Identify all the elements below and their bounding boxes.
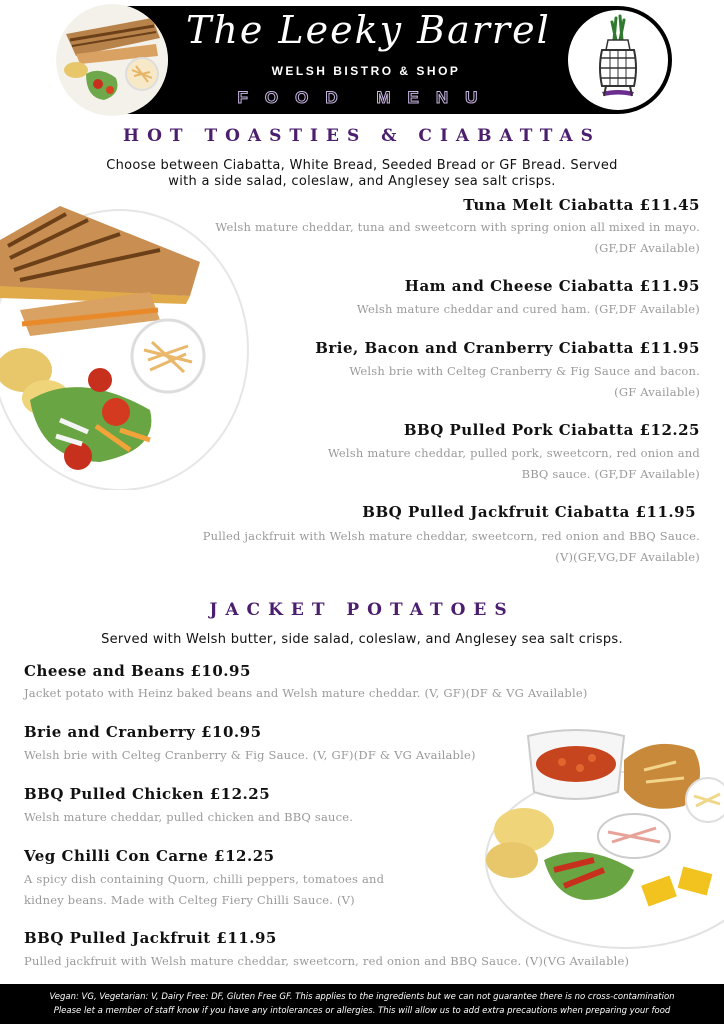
menu-item-title: BBQ Pulled Pork Ciabatta £12.25 [403, 421, 700, 439]
menu-item-desc: Pulled jackfruit with Welsh mature cheddar, sweetcorn, red onion and BBQ Sauce. [202, 529, 700, 543]
barrel-logo [566, 8, 670, 112]
menu-item-desc: (V)(GF,VG,DF Available) [555, 550, 700, 564]
menu-item-title: Cheese and Beans £10.95 [24, 662, 251, 680]
menu-item-title: Veg Chilli Con Carne £12.25 [24, 847, 275, 865]
menu-item-desc: Pulled jackfruit with Welsh mature cheddar, sweetcorn, red onion and BBQ Sauce. (V)(VG Available) [24, 954, 630, 968]
food-menu-label: FOOD MENU [237, 88, 495, 107]
menu-item-desc: BBQ sauce. (GF,DF Available) [521, 467, 700, 481]
menu-item-desc: kidney beans. Made with Celteg Fiery Chilli Sauce. (V) [24, 893, 355, 907]
section-title-toasties: HOT TOASTIES & CIABATTAS [123, 126, 601, 146]
menu-item-desc: Welsh brie with Celteg Cranberry & Fig Sauce. (V, GF)(DF & VG Available) [24, 748, 476, 762]
menu-item-desc: Welsh brie with Celteg Cranberry & Fig Sauce and bacon. [349, 364, 700, 378]
menu-item-desc: (GF,DF Available) [594, 241, 700, 255]
menu-item-desc: (GF Available) [614, 385, 700, 399]
section-title-potatoes: JACKET POTATOES [209, 600, 515, 620]
menu-item-title: BBQ Pulled Jackfruit £11.95 [24, 929, 277, 947]
toasties-intro-line2: with a side salad, coleslaw, and Anglesey sea salt crisps. [168, 174, 556, 189]
menu-item-desc: Welsh mature cheddar, tuna and sweetcorn with spring onion all mixed in mayo. [215, 220, 700, 234]
menu-item-desc: Jacket potato with Heinz baked beans and Welsh mature cheddar. (V, GF)(DF & VG Available) [24, 686, 588, 700]
potatoes-intro: Served with Welsh butter, side salad, coleslaw, and Anglesey sea salt crisps. [101, 632, 623, 647]
footer-line1: Vegan: VG, Vegetarian: V, Dairy Free: DF, Gluten Free GF. This applies to the ingredients but we can not guarantee there is no cross-contamination [49, 992, 675, 1002]
menu-item-title: Brie, Bacon and Cranberry Ciabatta £11.95 [315, 339, 700, 357]
footer-line2: Please let a member of staff know if you have any intolerances or allergies. This will allow us to add extra precautions when preparing your food [53, 1006, 671, 1016]
menu-item-desc: A spicy dish containing Quorn, chilli peppers, tomatoes and [24, 872, 385, 886]
jacket-potato-plate-photo [484, 720, 724, 956]
menu-item-title: BBQ Pulled Jackfruit Ciabatta £11.95 [362, 503, 696, 521]
ciabatta-plate-photo [0, 200, 250, 494]
allergen-footer [0, 984, 724, 1024]
header-food-photo [56, 4, 168, 116]
toasties-intro-line1: Choose between Ciabatta, White Bread, Seeded Bread or GF Bread. Served [106, 158, 618, 173]
menu-item-title: Ham and Cheese Ciabatta £11.95 [404, 277, 700, 295]
menu-item-desc: Welsh mature cheddar, pulled chicken and BBQ sauce. [24, 810, 354, 824]
brand-title: The Leeky Barrel [186, 8, 551, 52]
menu-item-title: BBQ Pulled Chicken £12.25 [24, 785, 271, 803]
menu-item-title: Brie and Cranberry £10.95 [24, 723, 262, 741]
menu-item-desc: Welsh mature cheddar, pulled pork, sweetcorn, red onion and [327, 446, 700, 460]
menu-item-desc: Welsh mature cheddar and cured ham. (GF,DF Available) [356, 302, 700, 316]
menu-item-title: Tuna Melt Ciabatta £11.45 [463, 196, 700, 214]
brand-subtitle: WELSH BISTRO & SHOP [271, 64, 461, 78]
